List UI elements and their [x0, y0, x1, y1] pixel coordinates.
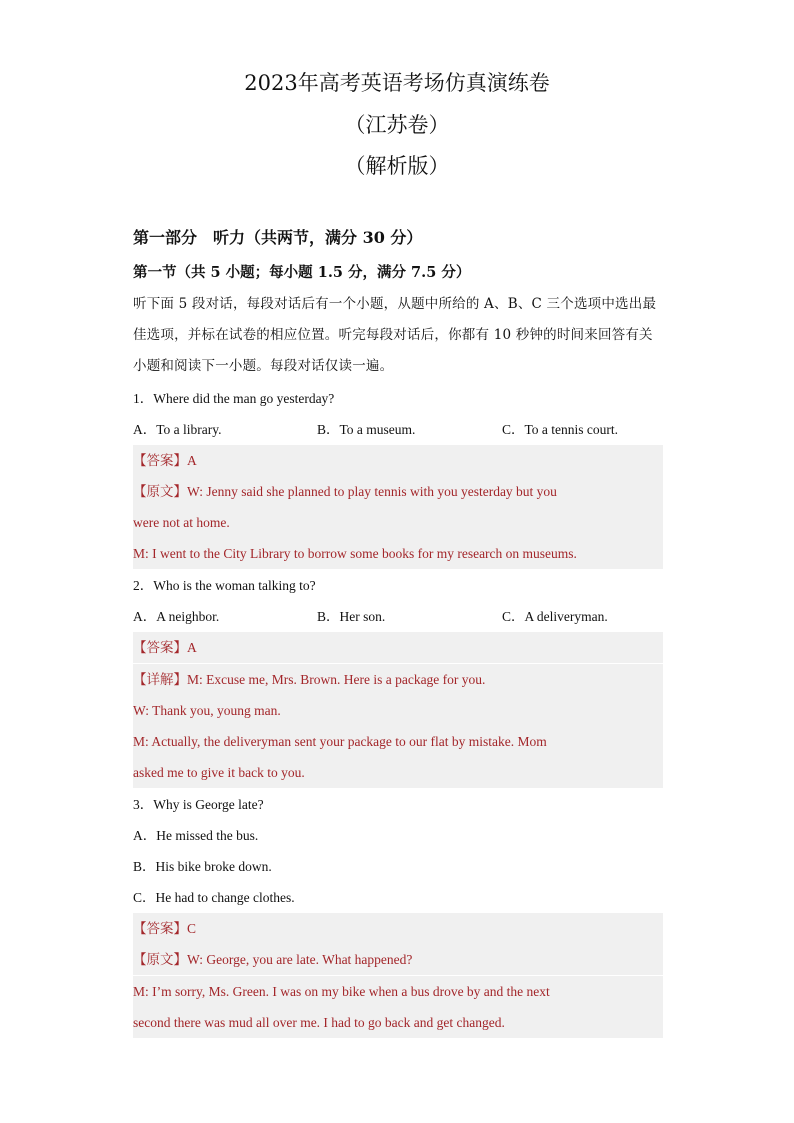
transcript-tag: 【原文】: [133, 484, 187, 499]
question-2: 2．Who is the woman talking to?: [133, 578, 316, 593]
answer-row: [133, 632, 663, 663]
transcript-text: W: George, you are late. What happened?: [187, 952, 413, 967]
option-b: B．Her son.: [317, 609, 386, 624]
option-c: C．To a tennis court.: [502, 422, 619, 437]
transcript-line: second there was mud all over me. I had to go back and get changed.: [133, 1007, 663, 1038]
transcript-line: M: I’m sorry, Ms. Green. I was on my bike when a bus drove by and the next: [133, 976, 663, 1007]
question-3: 3．Why is George late?: [133, 797, 264, 812]
explanation-text: M: Excuse me, Mrs. Brown. Here is a package for you.: [187, 672, 486, 687]
option-c: C．A deliveryman.: [502, 609, 608, 624]
answer-value: A: [187, 640, 197, 655]
answer-value: C: [187, 921, 197, 936]
answer-value: A: [187, 453, 197, 468]
answer-row: [133, 445, 663, 476]
transcript-line: were not at home.: [133, 507, 663, 538]
option-a: A．To a library.: [133, 422, 222, 437]
question-2-options: [133, 601, 663, 632]
explanation-line: asked me to give it back to you.: [133, 757, 663, 788]
transcript-line: [133, 944, 663, 975]
answer-tag: 【答案】: [133, 921, 187, 936]
option-c: C．He had to change clothes.: [133, 890, 295, 905]
answer-tag: 【答案】: [133, 640, 187, 655]
instructions-line-2: 佳选项，并标在试卷的相应位置。听完每段对话后，你都有 10 秒钟的时间来回答有关: [133, 327, 653, 343]
part-heading: 第一部分 听力（共两节，满分 30 分）: [133, 228, 423, 247]
option-a: A．A neighbor.: [133, 609, 220, 624]
transcript-tag: 【原文】: [133, 952, 187, 967]
explanation-line: W: Thank you, young man.: [133, 695, 663, 726]
section-heading: 第一节（共 5 小题；每小题 1.5 分，满分 7.5 分）: [133, 264, 471, 281]
page-subtitle-province: （江苏卷）: [344, 113, 450, 137]
instructions-line-3: 小题和阅读下一小题。每段对话仅读一遍。: [133, 358, 394, 374]
option-a: A．He missed the bus.: [133, 828, 259, 843]
transcript-line: [133, 476, 663, 507]
explanation-line: M: Actually, the deliveryman sent your package to our flat by mistake. Mom: [133, 726, 663, 757]
answer-row: [133, 913, 663, 944]
answer-tag: 【答案】: [133, 453, 187, 468]
explanation-line: [133, 664, 663, 695]
page-title: 2023年高考英语考场仿真演练卷: [244, 71, 550, 95]
option-b: B．His bike broke down.: [133, 859, 272, 874]
explanation-tag: 【详解】: [133, 672, 187, 687]
question-1: 1．Where did the man go yesterday?: [133, 391, 335, 406]
transcript-text: W: Jenny said she planned to play tennis with you yesterday but you: [187, 484, 557, 499]
page-subtitle-edition: （解析版）: [344, 154, 450, 178]
instructions-line-1: 听下面 5 段对话，每段对话后有一个小题，从题中所给的 A、B、C 三个选项中选出最: [133, 296, 657, 312]
option-b: B．To a museum.: [317, 422, 416, 437]
question-1-options: [133, 414, 663, 445]
transcript-line: M: I went to the City Library to borrow some books for my research on museums.: [133, 538, 663, 569]
